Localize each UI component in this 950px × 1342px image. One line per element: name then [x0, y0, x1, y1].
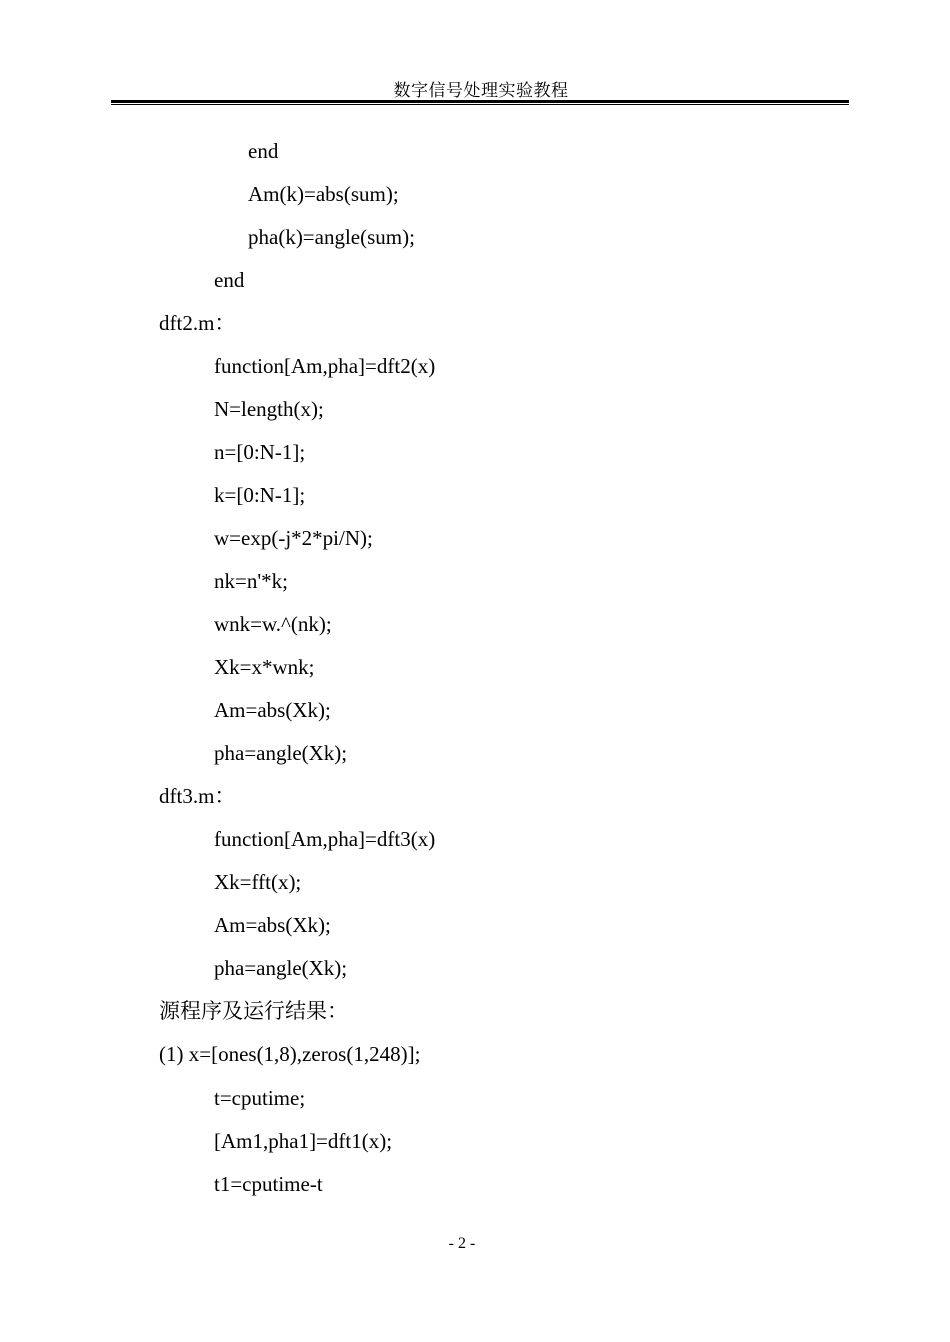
- code-line: pha=angle(Xk);: [214, 741, 348, 765]
- code-line: [Am1,pha1]=dft1(x);: [214, 1129, 393, 1153]
- code-line: pha=angle(Xk);: [214, 956, 348, 980]
- code-line: function[Am,pha]=dft3(x): [214, 827, 436, 851]
- code-line: end: [248, 139, 279, 163]
- code-line: pha(k)=angle(sum);: [248, 225, 415, 249]
- code-line: nk=n'*k;: [214, 569, 288, 593]
- code-line: n=[0:N-1];: [214, 440, 306, 464]
- code-line: t=cputime;: [214, 1086, 306, 1110]
- code-line: Xk=fft(x);: [214, 870, 302, 894]
- code-line: wnk=w.^(nk);: [214, 612, 332, 636]
- code-line: (1) x=[ones(1,8),zeros(1,248)];: [159, 1042, 421, 1066]
- code-line: Am(k)=abs(sum);: [248, 182, 399, 206]
- file-heading: dft3.m：: [159, 784, 236, 808]
- code-line: function[Am,pha]=dft2(x): [214, 354, 436, 378]
- page-header: 数字信号处理实验教程: [393, 81, 569, 100]
- header-rule-thin: [111, 104, 849, 105]
- page-number: - 2 -: [448, 1235, 476, 1252]
- file-heading: dft2.m：: [159, 311, 236, 335]
- code-line: Xk=x*wnk;: [214, 655, 315, 679]
- code-line: t1=cputime-t: [214, 1172, 323, 1196]
- code-line: Am=abs(Xk);: [214, 698, 331, 722]
- code-line: Am=abs(Xk);: [214, 913, 331, 937]
- code-line: end: [214, 268, 245, 292]
- section-heading: 源程序及运行结果：: [159, 999, 348, 1023]
- code-line: w=exp(-j*2*pi/N);: [214, 526, 373, 550]
- code-line: k=[0:N-1];: [214, 483, 306, 507]
- header-rule: [111, 100, 849, 103]
- code-line: N=length(x);: [214, 397, 324, 421]
